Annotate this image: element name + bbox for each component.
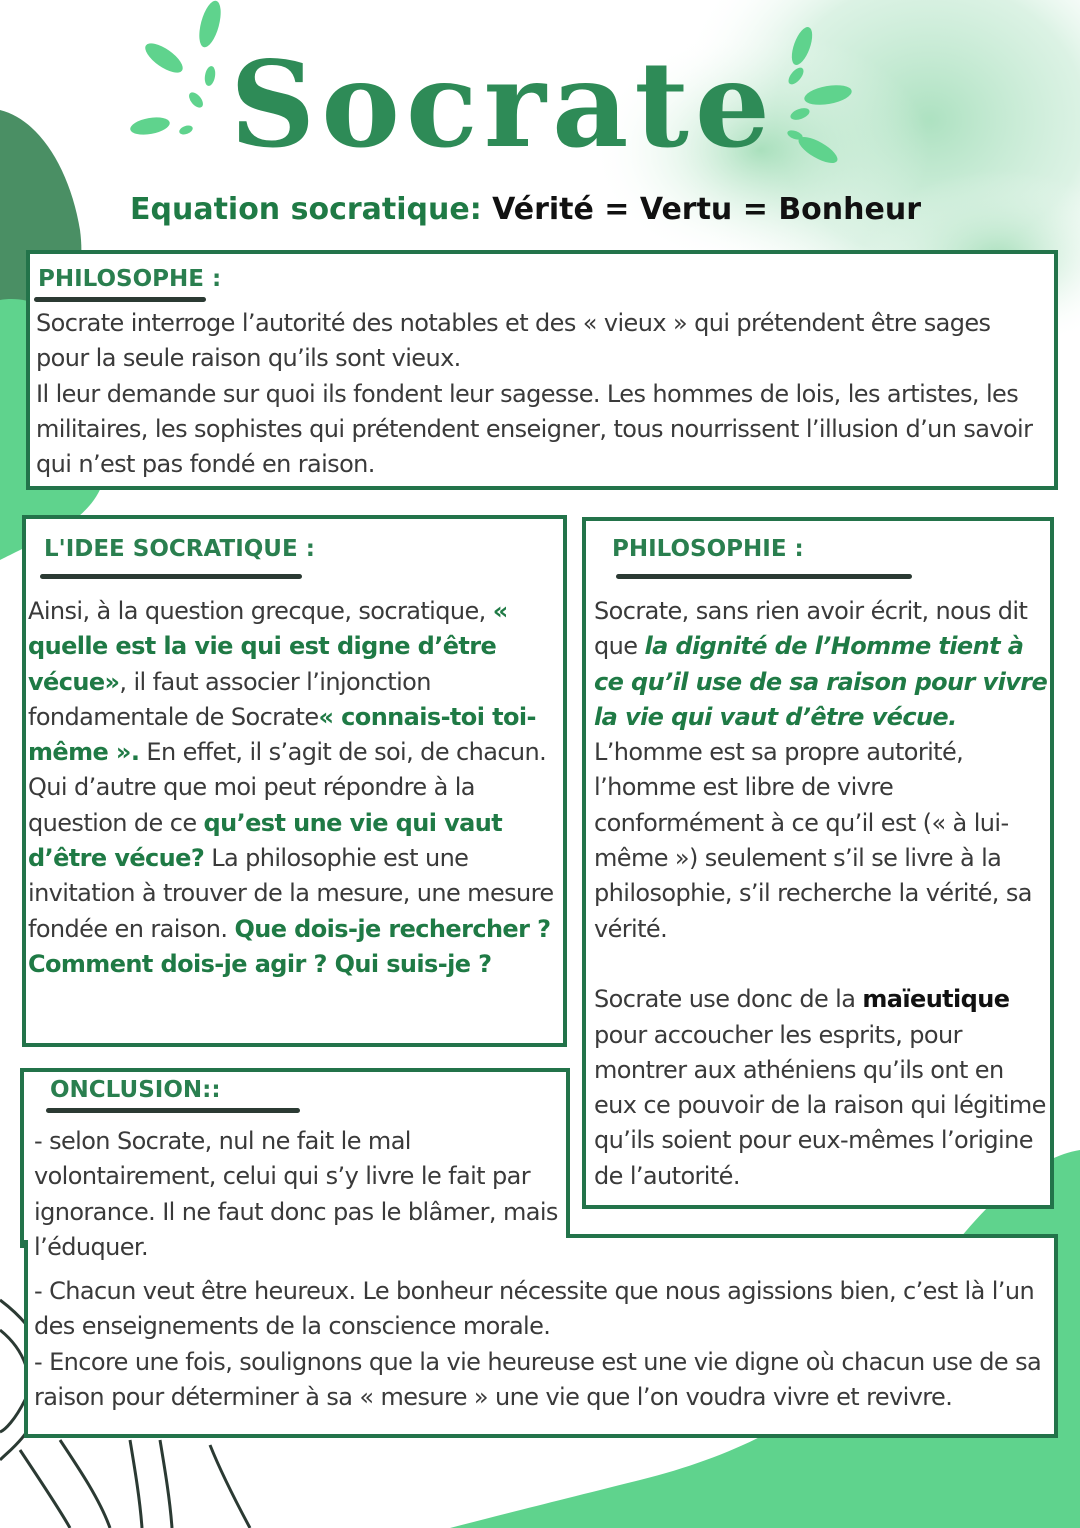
idee-text-span: La philosophie est une invitation à trouver de la mesure, une mesure fondée en raison. bbox=[28, 844, 554, 943]
heading-underline bbox=[34, 297, 206, 302]
philosophie-text-span: Socrate, sans rien avoir écrit, nous dit que bbox=[594, 597, 1028, 661]
idee-heading: L'IDEE SOCRATIQUE : bbox=[44, 536, 315, 562]
philosophe-heading: PHILOSOPHE : bbox=[38, 266, 222, 292]
sparkle-icon bbox=[129, 0, 225, 137]
conclusion-paragraph: - Chacun veut être heureux. Le bonheur nécessite que nous agissions bien, c’est là l’un des enseignements de la conscience morale. bbox=[34, 1277, 1035, 1341]
philosophie-text bbox=[594, 594, 1050, 1194]
philosophie-text-span: Socrate use donc de la bbox=[594, 985, 856, 1014]
equation-value: Vérité = Vertu = Bonheur bbox=[492, 192, 922, 227]
idee-questions: Que dois-je rechercher ? Comment dois-je agir ? Qui suis-je ? bbox=[28, 914, 551, 978]
equation-label: Equation socratique: bbox=[130, 192, 482, 227]
philosophie-heading: PHILOSOPHIE : bbox=[612, 536, 804, 562]
idee-question: qu’est une vie qui vaut d’être vécue? bbox=[28, 808, 503, 873]
idee-text-span: En effet, il s’agit de soi, de chacun. Qui d’autre que moi peut répondre à la question de ce bbox=[28, 738, 547, 837]
page-title: Socrate bbox=[230, 35, 776, 174]
conclusion-heading: ONCLUSION:: bbox=[50, 1077, 221, 1103]
philosophie-text-span: pour accoucher les esprits, pour montrer aux athéniens qu’ils ont en eux ce pouvoir de la raison qui légitime qu’ils soient pour eux-mêmes l’origine de l’autorité. bbox=[594, 1020, 1046, 1190]
heading-underline bbox=[40, 574, 302, 579]
equation bbox=[130, 192, 921, 227]
heading-underline bbox=[46, 1108, 300, 1113]
philosophie-paragraph: L’homme est sa propre autorité, l’homme est libre de vivre conformément à ce qu’il est (« à lui-même ») seulement s’il se livre à la philosophie, s’il recherche la vérité, sa vérité. bbox=[594, 738, 1032, 943]
idee-text-span: Ainsi, à la question grecque, socratique, bbox=[28, 597, 486, 625]
philosophe-paragraph: Socrate interroge l’autorité des notables et des « vieux » qui prétendent être sages pour la seule raison qu’ils sont vieux. bbox=[36, 309, 991, 373]
philosophie-paragraph bbox=[594, 982, 1050, 1194]
maieutique-term: maïeutique bbox=[862, 985, 1010, 1014]
idee-question: « quelle est la vie qui est digne d’être vécue» bbox=[28, 597, 508, 696]
idee-injunction: « connais-toi toi-même ». bbox=[28, 702, 536, 767]
philosophe-paragraph: Il leur demande sur quoi ils fondent leur sagesse. Les hommes de lois, les artistes, les militaires, les sophistes qui prétendent enseigner, tous nourrissent l’illusion d’un savoir qui n’est pas fondé en raison. bbox=[36, 379, 1033, 479]
conclusion-paragraph: - Encore une fois, soulignons que la vie heureuse est une vie digne où chacun use de sa raison pour déterminer à sa « mesure » une vie que l’on voudra vivre et revivre. bbox=[34, 1347, 1042, 1411]
conclusion-paragraph: - selon Socrate, nul ne fait le mal volontairement, celui qui s’y livre le fait par ignorance. Il ne faut donc pas le blâmer, mais l’éduquer. bbox=[34, 1127, 558, 1261]
philosophie-spacer bbox=[594, 947, 1050, 982]
idee-text-span: , il faut associer l’injonction fondamentale de Socrate bbox=[28, 667, 431, 731]
conclusion-intro bbox=[34, 1124, 560, 1265]
idee-text bbox=[28, 594, 560, 982]
conclusion-text bbox=[34, 1274, 1044, 1415]
heading-underline bbox=[616, 574, 912, 579]
philosophie-paragraph bbox=[594, 594, 1050, 735]
philosophe-text bbox=[36, 306, 1046, 482]
philosophie-emphasis: la dignité de l’Homme tient à ce qu’il use de sa raison pour vivre la vie qui vaut d’être vécue. bbox=[594, 632, 1048, 731]
